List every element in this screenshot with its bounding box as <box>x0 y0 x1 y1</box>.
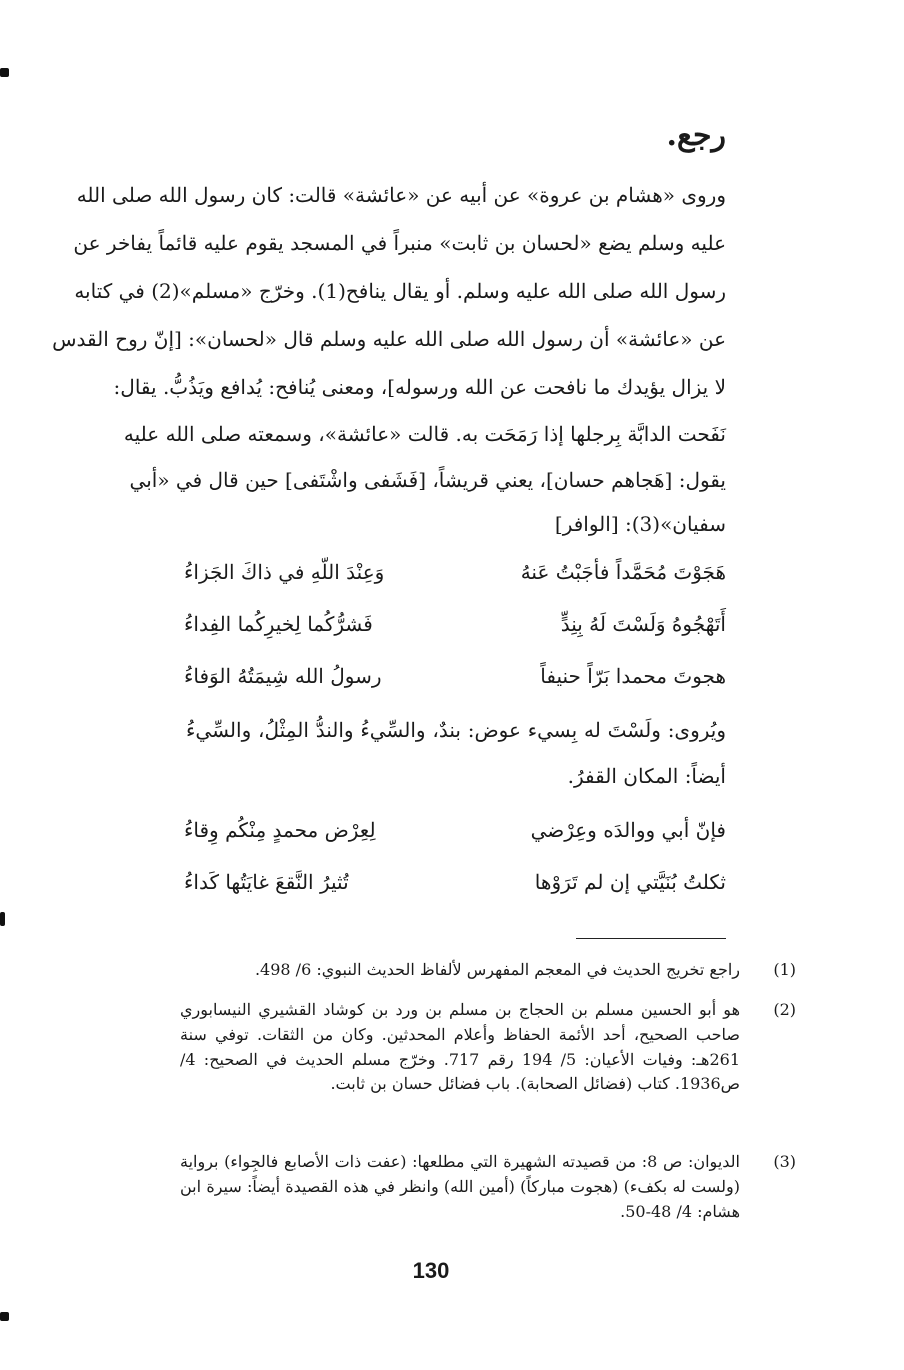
body-line: سفيان»(3): [الوافر] <box>554 512 726 536</box>
scan-mark-middle <box>0 912 5 926</box>
footnote <box>180 1150 796 1250</box>
footnote-text: هو أبو الحسين مسلم بن الحجاج بن مسلم بن ورد بن كوشاد القشيري النيسابوري صاحب الصحيح، أحد الأئمة الحفاظ وأعلام المحدثين. وكان من الثقات. توفي سنة 261هـ: وفيات الأعيان: 5/ 194 رقم 717. وخرّج مسلم الحديث في الصحيح: 4/ ص1936. كتاب (فضائل الصحابة). باب فضائل حسان بن ثابت. <box>180 1000 741 1094</box>
verse-first-hemistich: فإنّ أبي ووالدَه وعِرْضي <box>530 818 726 842</box>
footnote <box>180 958 796 988</box>
body-line: يقول: [هَجاهم حسان]، يعني قريشاً، [فَشَفى واشْتَفى] حين قال في «أبي <box>129 468 726 492</box>
footnote-separator <box>576 938 726 939</box>
body-line: عليه وسلم يضع «لحسان بن ثابت» منبراً في المسجد يقوم عليه قائماً يفاخر عن <box>73 231 726 255</box>
scan-mark-bottom <box>0 1312 9 1321</box>
page-number: 130 <box>412 1258 450 1283</box>
verse-second-hemistich: تُثيرُ النَّقعَ غايَتُها كَداءُ <box>184 870 349 894</box>
verse-second-hemistich: فَشرُّكُما لِخيرِكُما الفِداءُ <box>184 612 373 636</box>
footnote <box>180 998 796 1128</box>
poem-verse <box>184 612 726 652</box>
verse-second-hemistich: رسولُ الله شِيمَتُهُ الوَفاءُ <box>184 664 382 688</box>
poem-verse <box>184 870 726 910</box>
footnote-number: (1) <box>773 960 796 979</box>
verse-first-hemistich: أَتَهْجُوهُ وَلَسْتَ لَهُ بِنِدٍّ <box>560 612 726 636</box>
footnote-text: راجع تخريج الحديث في المعجم المفهرس لألفاظ الحديث النبوي: 6/ 498. <box>254 960 740 979</box>
body-line: وروى «هشام بن عروة» عن أبيه عن «عائشة» قالت: كان رسول الله صلى الله <box>76 183 726 207</box>
verse-second-hemistich: لِعِرْض محمدٍ مِنْكُم وِقاءُ <box>184 818 376 842</box>
poem-verse <box>184 664 726 704</box>
body-line: نَفَحت الدابَّة بِرجلها إذا رَمَحَت به. قالت «عائشة»، وسمعته صلى الله عليه <box>123 422 726 446</box>
footnote-number: (3) <box>773 1152 796 1171</box>
body-line: أيضاً: المكان القفرُ. <box>567 764 726 788</box>
verse-second-hemistich: وَعِنْدَ اللّهِ في ذاكَ الجَزاءُ <box>184 560 385 584</box>
verse-first-hemistich: ثكلتُ بُنَيَّتي إن لم تَرَوْها <box>534 870 726 894</box>
body-line: عن «عائشة» أن رسول الله صلى الله عليه وسلم قال «لحسان»: [إنّ روح القدس <box>52 327 726 351</box>
poem-verse <box>184 560 726 600</box>
verse-first-hemistich: هَجَوْتَ مُحَمَّداً فأجَبْتُ عَنهُ <box>520 560 726 584</box>
body-line: لا يزال يؤيدك ما نافحت عن الله ورسوله]، ومعنى يُنافح: يُدافع ويَذُبُّ. يقال: <box>113 375 726 399</box>
footnote-number: (2) <box>773 1000 796 1019</box>
body-line: ويُروى: ولَسْتَ له بِسيء عوض: بندٌ، والسِّيءُ والندُّ المِثْلُ، والسِّيءُ <box>186 718 726 742</box>
poem-verse <box>184 818 726 858</box>
footnote-text: الديوان: ص 8: من قصيدته الشهيرة التي مطلعها: (عفت ذات الأصابع فالجِواء) برواية (ولست له بكفء) (هجوت مباركاً) (أمين الله) وانظر في هذه القصيدة أيضاً: سيرة ابن هشام: 4/ 48-50. <box>180 1152 740 1221</box>
body-line: رسول الله صلى الله عليه وسلم. أو يقال ينافح(1). وخرّج «مسلم»(2) في كتابه <box>74 279 726 303</box>
verse-first-hemistich: هجوتَ محمدا بَرّاً حنيفاً <box>540 664 726 688</box>
scan-mark-top <box>0 68 9 77</box>
section-heading: رجع. <box>666 118 726 153</box>
